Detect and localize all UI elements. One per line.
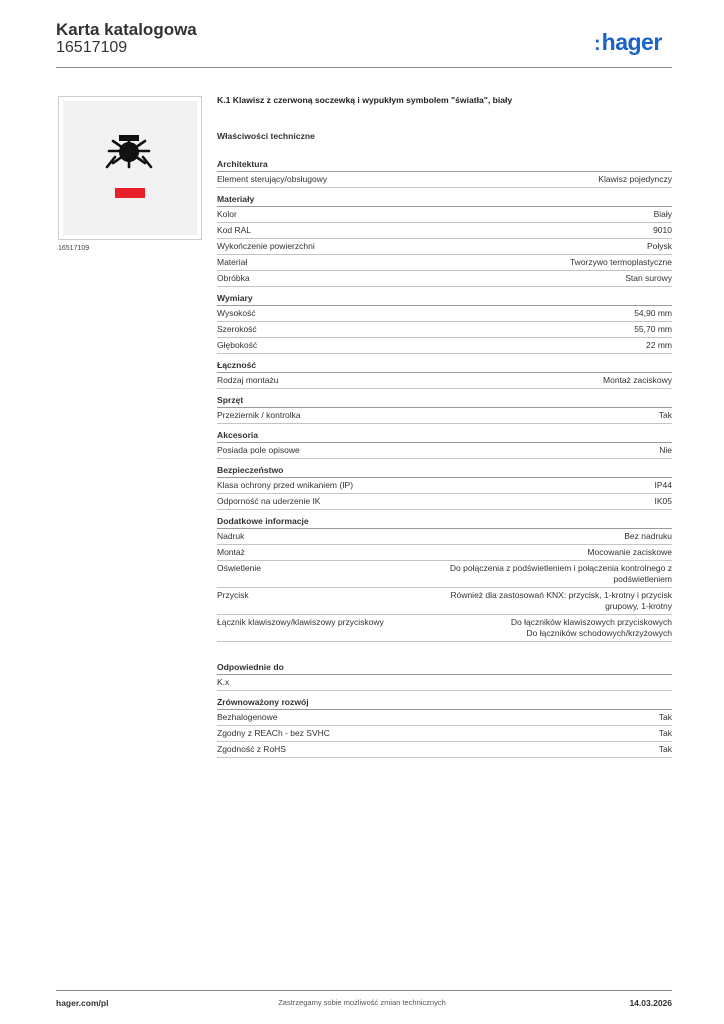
spec-value: Biały (653, 209, 672, 219)
spec-row (217, 255, 672, 271)
logo-text: hager (601, 29, 662, 55)
footer-disclaimer: Zastrzegamy sobie możliwość zmian technicznych (278, 998, 446, 1007)
spec-value: IK05 (654, 496, 672, 506)
spec-row (217, 710, 672, 726)
spec-label: K.x (217, 677, 230, 687)
spec-row (217, 271, 672, 287)
spec-label: Łącznik klawiszowy/klawiszowy przyciskowy (217, 617, 384, 627)
spec-value: Klawisz pojedynczy (598, 174, 672, 184)
spec-row (217, 207, 672, 223)
category-heading: Sprzęt (217, 395, 672, 408)
product-image (63, 101, 197, 235)
category-heading: Wymiary (217, 293, 672, 306)
header-divider (56, 67, 672, 68)
spec-row (217, 338, 672, 354)
category-heading: Odpowiednie do (217, 662, 672, 675)
product-image-frame (58, 96, 202, 240)
spec-categories (217, 159, 672, 758)
spec-label: Bezhalogenowe (217, 712, 278, 722)
spec-row (217, 373, 672, 389)
spec-label: Materiał (217, 257, 248, 267)
specifications (217, 95, 672, 758)
spec-row (217, 494, 672, 510)
spec-label: Zgodność z RoHS (217, 744, 286, 754)
spec-row (217, 478, 672, 494)
spec-row (217, 239, 672, 255)
spec-row (217, 443, 672, 459)
spec-label: Szerokość (217, 324, 257, 334)
category-heading: Materiały (217, 194, 672, 207)
spec-label: Zgodny z REACh - bez SVHC (217, 728, 330, 738)
footer-divider (56, 990, 672, 991)
spec-label: Wykończenie powierzchni (217, 241, 315, 251)
spec-value: Tworzywo termoplastyczne (569, 257, 672, 267)
category-heading: Akcesoria (217, 430, 672, 443)
spec-value: 55,70 mm (634, 324, 672, 334)
section-title: Właściwości techniczne (217, 131, 315, 141)
spec-value: Do łączników klawiszowych przyciskowych Do łączników schodowych/krzyżowych (510, 617, 672, 638)
product-title: K.1 Klawisz z czerwoną soczewką i wypukłym symbolem "światła", biały (217, 95, 513, 105)
spec-label: Element sterujący/obsługowy (217, 174, 328, 184)
spec-value: Tak (658, 728, 672, 738)
spec-label: Odporność na uderzenie IK (217, 496, 321, 506)
spec-label: Kolor (217, 209, 237, 219)
spec-label: Głębokość (217, 340, 258, 350)
spec-row (217, 561, 672, 588)
spec-row (217, 742, 672, 758)
spec-value: Tak (658, 712, 672, 722)
spec-value: Bez nadruku (624, 531, 672, 541)
spec-row (217, 545, 672, 561)
category-heading: Architektura (217, 159, 672, 172)
category-heading: Dodatkowe informacje (217, 516, 672, 529)
spec-row (217, 675, 672, 691)
category-heading: Zrównoważony rozwój (217, 697, 672, 710)
spec-row (217, 588, 672, 615)
spec-value: Tak (658, 744, 672, 754)
spec-value: 22 mm (646, 340, 672, 350)
spec-label: Nadruk (217, 531, 245, 541)
spec-value: 9010 (653, 225, 672, 235)
spec-value: Połysk (646, 241, 672, 251)
logo-dots-icon: : (594, 33, 601, 55)
light-symbol-icon (63, 101, 197, 235)
footer-website: hager.com/pl (56, 998, 109, 1008)
document-title: Karta katalogowa (56, 20, 197, 39)
section-spacer (217, 642, 672, 656)
footer-date: 14.03.2026 (629, 998, 672, 1008)
spec-value: Również dla zastosowań KNX: przycisk, 1-krotny i przycisk grupowy, 1-krotny (450, 590, 672, 611)
spec-value: Nie (659, 445, 672, 455)
spec-label: Wysokość (217, 308, 256, 318)
spec-row (217, 223, 672, 239)
article-number: 16517109 (56, 39, 128, 56)
spec-row (217, 322, 672, 338)
spec-label: Klasa ochrony przed wnikaniem (IP) (217, 480, 354, 490)
spec-row (217, 172, 672, 188)
spec-row (217, 726, 672, 742)
spec-value: 54,90 mm (634, 308, 672, 318)
spec-label: Kod RAL (217, 225, 252, 235)
spec-label: Rodzaj montażu (217, 375, 279, 385)
spec-value: Mocowanie zaciskowe (587, 547, 672, 557)
spec-label: Przycisk (217, 590, 249, 600)
spec-row (217, 306, 672, 322)
spec-value: IP44 (654, 480, 672, 490)
spec-row (217, 615, 672, 642)
category-heading: Łączność (217, 360, 672, 373)
spec-value: Stan surowy (625, 273, 672, 283)
spec-row (217, 529, 672, 545)
spec-label: Posiada pole opisowe (217, 445, 300, 455)
red-lens (115, 188, 145, 198)
spec-label: Przeziernik / kontrolka (217, 410, 301, 420)
spec-label: Montaż (217, 547, 245, 557)
spec-row (217, 408, 672, 424)
spec-label: Obróbka (217, 273, 250, 283)
hager-logo (594, 29, 662, 56)
spec-label: Oświetlenie (217, 563, 261, 573)
spec-value: Do połączenia z podświetleniem i połączenia kontrolnego z podświetleniem (449, 563, 672, 584)
spec-value: Montaż zaciskowy (603, 375, 672, 385)
image-caption: 16517109 (58, 245, 90, 252)
spec-value: Tak (658, 410, 672, 420)
category-heading: Bezpieczeństwo (217, 465, 672, 478)
